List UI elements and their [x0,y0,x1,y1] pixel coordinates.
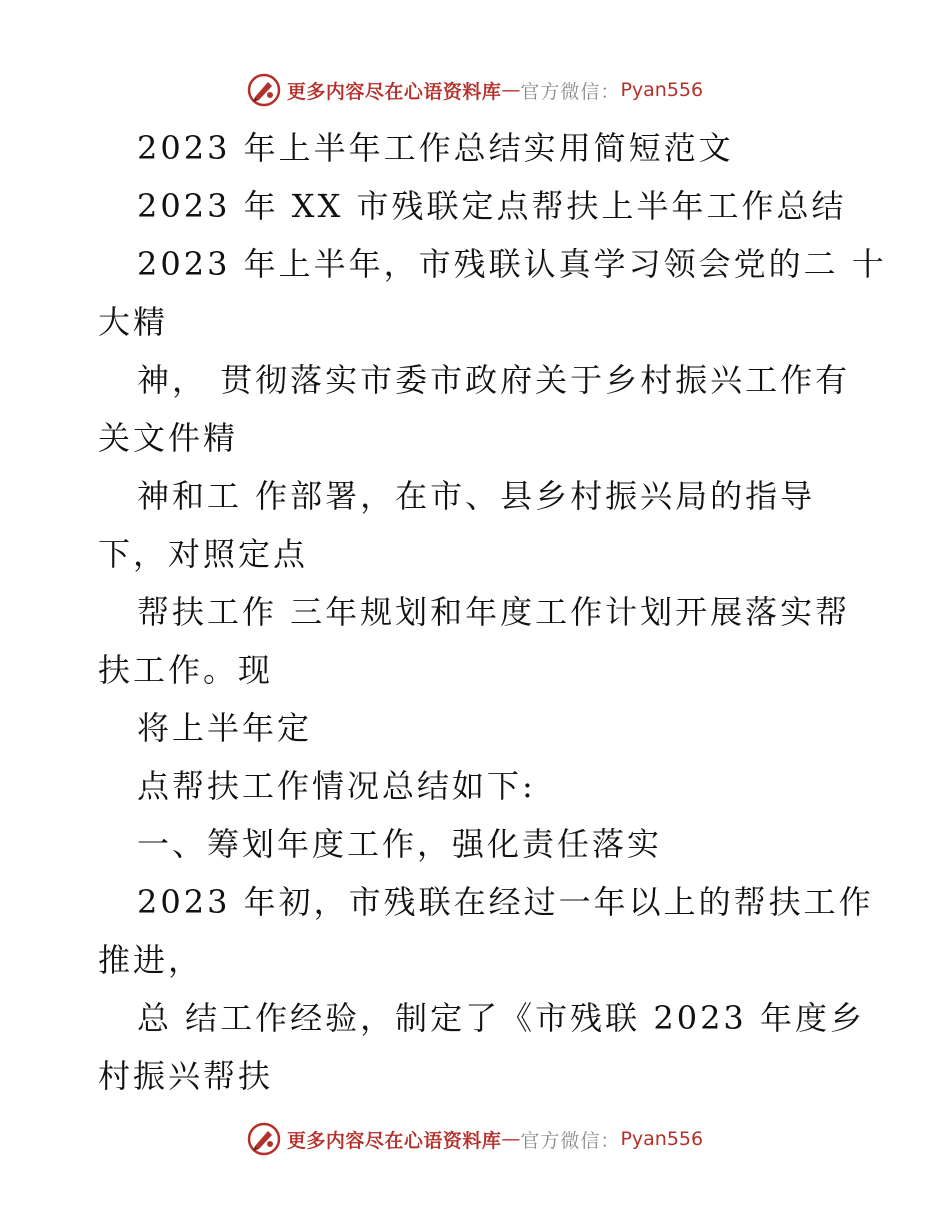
banner-separator: — [501,1128,521,1150]
document-subtitle: 2023 年 XX 市残联定点帮扶上半年工作总结 [137,187,847,225]
paragraph-line: 总 结工作经验，制定了《市残联 2023 年度乡 [137,999,865,1037]
paragraph-line: 关文件精 [98,419,239,457]
paragraph-line: 2023 年上半年，市残联认真学习领会党的二 十 [137,245,887,283]
banner-main-text: 更多内容尽在心语资料库 [286,80,502,103]
paragraph-line: 神， 贯彻落实市委市政府关于乡村振兴工作有 [137,361,851,399]
header-watermark-banner [0,70,950,110]
paragraph-line: 大精 [98,303,169,341]
paragraph-line: 神和工 作部署，在市、县乡村振兴局的指导 [137,477,816,515]
paragraph-line: 下，对照定点 [98,535,309,573]
banner-wechat-label: 官方微信： [520,1129,621,1152]
document-title: 2023 年上半年工作总结实用简短范文 [137,129,734,167]
section-heading: 一、筹划年度工作，强化责任落实 [137,825,663,863]
paragraph-line: 帮扶工作 三年规划和年度工作计划开展落实帮 [137,593,851,631]
banner-wechat-id: Pyan556 [620,79,704,101]
pen-logo-icon [247,73,281,107]
footer-watermark-banner [0,1119,950,1159]
paragraph-line: 2023 年初，市残联在经过一年以上的帮扶工作 [137,883,874,921]
banner-main-text: 更多内容尽在心语资料库 [286,1129,502,1152]
paragraph-line: 推进， [98,941,204,979]
paragraph-line: 点帮扶工作情况总结如下: [137,767,536,805]
banner-wechat-label: 官方微信： [520,80,621,103]
paragraph-line: 扶工作。现 [98,651,274,689]
banner-separator: — [501,79,521,101]
paragraph-line: 将上半年定 [137,709,313,747]
banner-wechat-id: Pyan556 [620,1128,704,1150]
pen-logo-icon [247,1122,281,1156]
paragraph-line: 村振兴帮扶 [98,1057,274,1095]
